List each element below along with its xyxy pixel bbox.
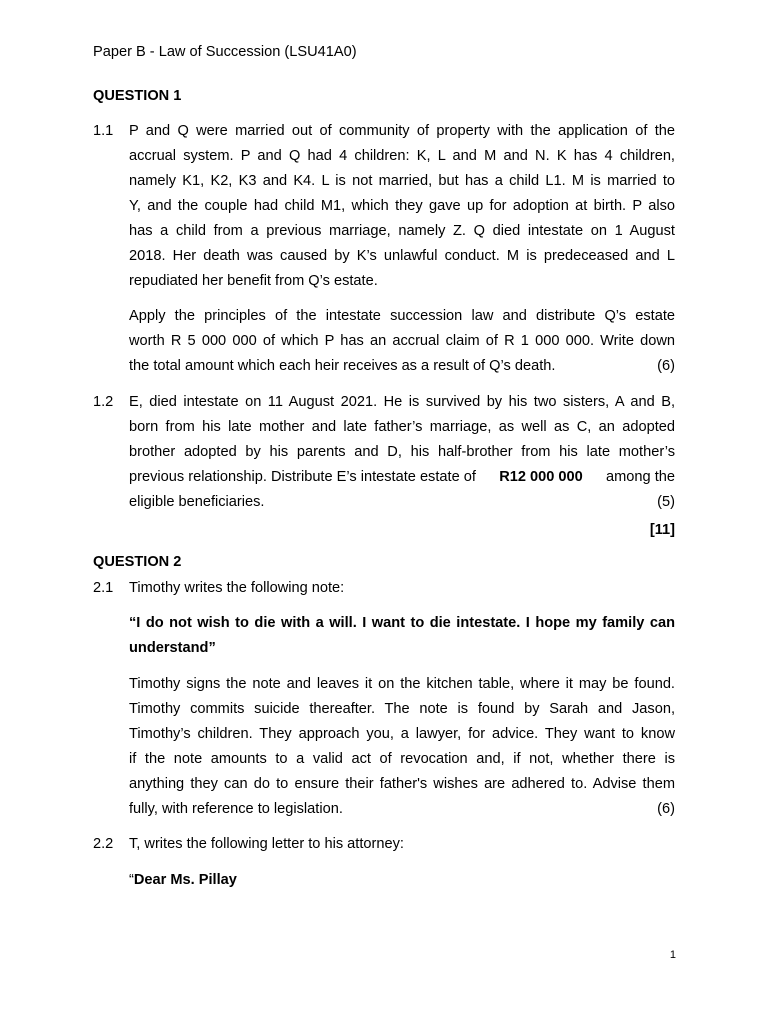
text-line: the total amount which each heir receives as a result of Q’s death. — [129, 358, 556, 374]
question-1-total-marks: [11] — [649, 522, 675, 538]
question-2-1-body — [129, 672, 675, 822]
salutation-line — [129, 868, 675, 893]
marks-label: (6) — [657, 358, 675, 374]
text-line: has a child from a previous marriage, namely Z. Q died intestate on 1 August — [129, 223, 675, 239]
text-line — [129, 465, 675, 490]
marks-label: (6) — [657, 801, 675, 817]
item-number-2-2: 2.2 — [93, 836, 114, 852]
paper-header: Paper B - Law of Succession (LSU41A0) — [93, 44, 357, 60]
text-line: repudiated her benefit from Q’s estate. — [129, 273, 378, 289]
question-2-2-intro — [129, 832, 675, 857]
item-number-2-1: 2.1 — [93, 580, 114, 596]
text-segment: among the — [606, 469, 675, 485]
text-line: born from his late mother and late father’s marriage, as well as C, an adopted — [129, 419, 675, 435]
question-2-heading: QUESTION 2 — [93, 554, 182, 570]
timothy-note-quote — [129, 611, 675, 661]
text-line: Apply the principles of the intestate succession law and distribute Q’s estate — [129, 308, 675, 324]
text-line: anything they can do to ensure their father's wishes are adhered to. Advise them — [129, 776, 675, 792]
question-1-1-text — [129, 119, 675, 294]
text-segment: previous relationship. Distribute E’s intestate estate of — [129, 469, 476, 485]
text-line: E, died intestate on 11 August 2021. He is survived by his two sisters, A and B, — [129, 394, 675, 410]
question-2-1-last-line — [129, 797, 675, 822]
salutation-text: Dear Ms. Pillay — [133, 872, 237, 888]
opening-quote: “ — [129, 872, 134, 888]
item-number-1-2: 1.2 — [93, 394, 114, 410]
text-line: Timothy’s children. They approach you, a lawyer, for advice. They want to know — [129, 726, 675, 742]
text-line: T, writes the following letter to his attorney: — [129, 836, 404, 852]
marks-label: (5) — [657, 494, 675, 510]
text-line: “I do not wish to die with a will. I want to die intestate. I hope my family can — [129, 615, 675, 631]
text-line: fully, with reference to legislation. — [129, 801, 343, 817]
question-2-1-intro — [129, 576, 675, 601]
question-1-2-text — [129, 390, 675, 515]
text-line: namely K1, K2, K3 and K4. L is not married, but has a child L1. M is married to — [129, 173, 675, 189]
text-line: P and Q were married out of community of property with the application of the — [129, 123, 675, 139]
text-line: if the note amounts to a valid act of revocation and, if not, whether there is — [129, 751, 675, 767]
text-line: eligible beneficiaries. — [129, 494, 265, 510]
question-1-1-instruction — [129, 304, 675, 379]
text-line: understand” — [129, 640, 216, 656]
text-line: accrual system. P and Q had 4 children: K, L and M and N. K has 4 children, — [129, 148, 675, 164]
question-1-heading: QUESTION 1 — [93, 88, 182, 104]
estate-amount: R12 000 000 — [499, 469, 583, 485]
item-number-1-1: 1.1 — [93, 123, 114, 139]
text-line: Timothy signs the note and leaves it on the kitchen table, where it may be found. — [129, 676, 675, 692]
text-line: Timothy writes the following note: — [129, 580, 345, 596]
text-line: brother adopted by his parents and D, his half-brother from his late mother’s — [129, 444, 675, 460]
text-line: worth R 5 000 000 of which P has an accrual claim of R 1 000 000. Write down — [129, 333, 675, 349]
instruction-last-line — [129, 354, 675, 379]
text-line: 2018. Her death was caused by K’s unlawful conduct. M is predeceased and L — [129, 248, 675, 264]
page-number: 1 — [669, 949, 676, 961]
question-1-2-last-line — [129, 490, 675, 515]
letter-salutation — [129, 868, 675, 893]
text-line: Y, and the couple had child M1, which they gave up for adoption at birth. P also — [129, 198, 675, 214]
text-line: Timothy commits suicide thereafter. The note is found by Sarah and Jason, — [129, 701, 675, 717]
